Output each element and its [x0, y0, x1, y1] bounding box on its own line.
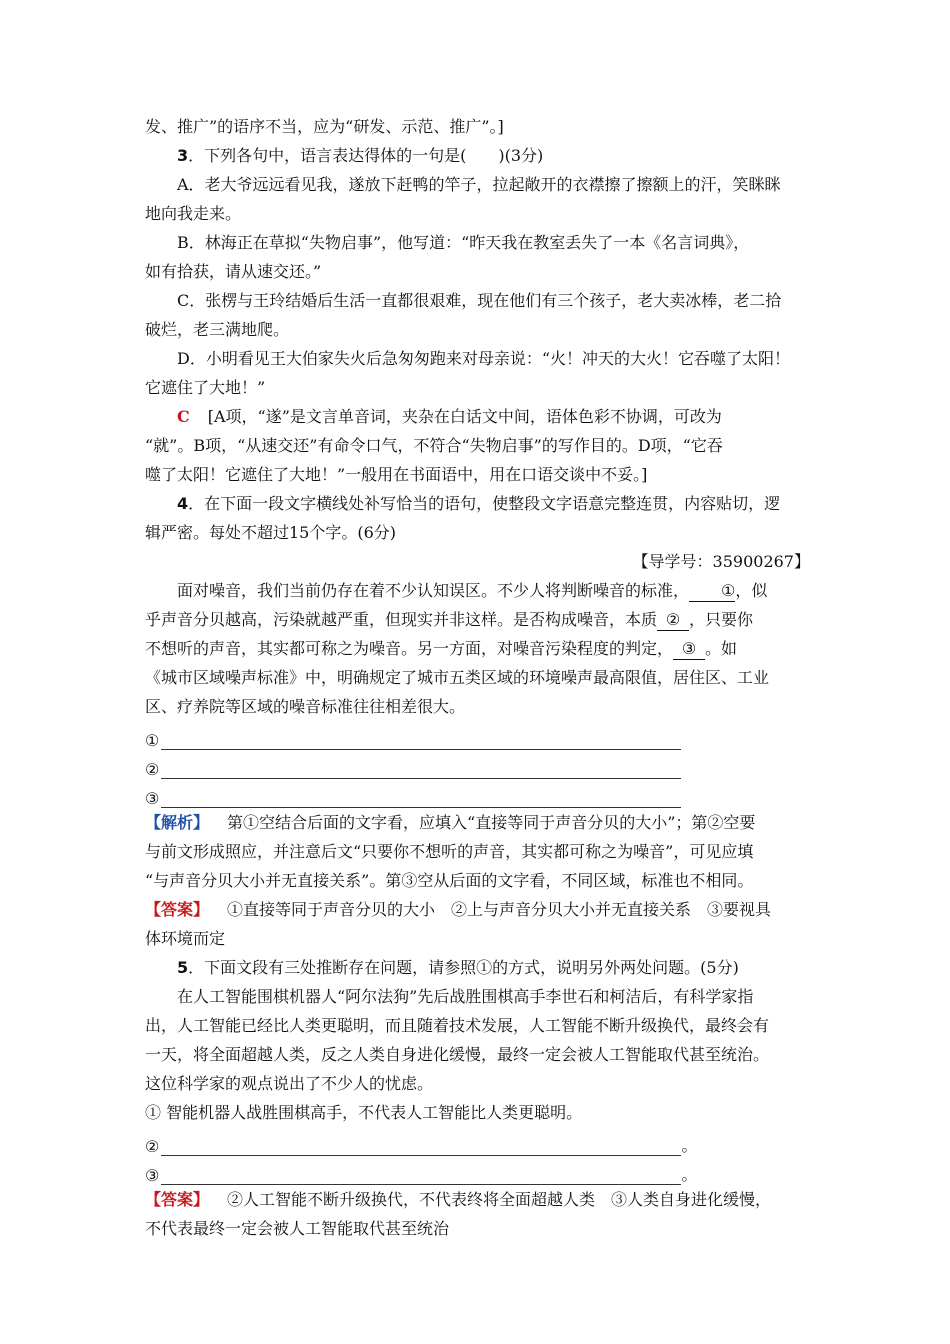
q4-answer-line-1[interactable]: ① — [145, 721, 810, 750]
q4-passage-line5: 区、疗养院等区域的噪音标准往往相差很大。 — [145, 697, 466, 716]
guide-number: 【导学号：35900267】 — [632, 552, 810, 571]
q4-answer-line1: 【答案】 ①直接等同于声音分贝的大小 ②上与声音分贝大小并无直接关系 ③要视具 — [145, 900, 772, 919]
q5-number: 5 — [177, 958, 189, 977]
q3-explanation-line2: “就”。B项，“从速交还”有命令口气，不符合“失物启事”的写作目的。D项，“它吞 — [145, 436, 723, 455]
blank-3: ③ — [673, 639, 705, 660]
q5-passage-line1: 在人工智能围棋机器人“阿尔法狗”先后战胜围棋高手李世石和柯洁后，有科学家指 — [177, 987, 754, 1006]
analysis-tag: 【解析】 — [145, 813, 210, 832]
q3-number: 3 — [177, 146, 189, 165]
q5-answer-line-3[interactable]: ③ 。 — [145, 1165, 698, 1185]
q3-option-d-line1: D．小明看见王大伯家失火后急匆匆跑来对母亲说：“火！冲天的大火！它吞噬了太阳！ — [177, 349, 791, 368]
q3-option-a-line1: A．老大爷远远看见我，遂放下赶鸭的竿子，拉起敞开的衣襟擦了擦额上的汗，笑眯眯 — [177, 175, 781, 194]
q3-option-b-line2: 如有拾获，请从速交还。” — [145, 262, 322, 281]
answer-tag: 【答案】 — [145, 1190, 210, 1209]
q3-explanation-line3: 噬了太阳！它遮住了大地！”一般用在书面语中，用在口语交谈中不妥。] — [145, 465, 648, 484]
q3-option-a-line2: 地向我走来。 — [145, 204, 242, 223]
q3-option-c-line2: 破烂，老三满地爬。 — [145, 320, 290, 339]
q4-passage-line3: 不想听的声音，其实都可称之为噪音。另一方面，对噪音污染程度的判定， ③ 。如 — [145, 639, 738, 658]
blank-2: ② — [657, 610, 689, 631]
blank-1: ① — [689, 581, 735, 602]
q5-answer-line2: 不代表最终一定会被人工智能取代甚至统治 — [145, 1219, 450, 1238]
q5-passage-line3: 一天，将全面超越人类，反之人类自身进化缓慢，最终一定会被人工智能取代甚至统治。 — [145, 1045, 770, 1064]
q3-option-c-line1: C．张楞与王玲结婚后生活一直都很艰难，现在他们有三个孩子，老大卖冰棒，老二拾 — [177, 291, 782, 310]
q3-option-d-line2: 它遮住了大地！” — [145, 378, 266, 397]
q4-stem-line2: 辑严密。每处不超过15个字。(6分) — [145, 523, 397, 542]
q3-answer-letter: C — [177, 407, 190, 426]
q4-answer-line2: 体环境而定 — [145, 929, 226, 948]
q5-example: ① 智能机器人战胜围棋高手，不代表人工智能比人类更聪明。 — [145, 1103, 583, 1122]
q5-answer-line-2[interactable]: ② 。 — [145, 1136, 698, 1156]
q3-option-b-line1: B．林海正在草拟“失物启事”，他写道：“昨天我在教室丢失了一本《名言词典》， — [177, 233, 750, 252]
q5-passage-line2: 出，人工智能已经比人类更聪明，而且随着技术发展，人工智能不断升级换代，最终会有 — [145, 1016, 770, 1035]
q4-number: 4 — [177, 494, 189, 513]
q5-stem: 5．下面文段有三处推断存在问题，请参照①的方式，说明另外两处问题。(5分) — [177, 958, 739, 977]
q4-answer-line-2[interactable]: ② — [145, 750, 810, 779]
continued-line: 发、推广”的语序不当，应为“研发、示范、推广”。] — [145, 117, 504, 136]
q4-passage-line1: 面对噪音，我们当前仍存在着不少认知误区。不少人将判断噪音的标准， ①，似 — [177, 581, 768, 600]
answer-tag: 【答案】 — [145, 900, 210, 919]
q4-analysis-line1: 【解析】 第①空结合后面的文字看，应填入“直接等同于声音分贝的大小”；第②空要 — [145, 813, 756, 832]
q4-passage-line2: 乎声音分贝越高，污染就越严重，但现实并非这样。是否构成噪音，本质 ② ，只要你 — [145, 610, 754, 629]
q3-explanation-line1: C [A项，“遂”是文言单音词，夹杂在白话文中间，语体色彩不协调，可改为 — [177, 407, 722, 426]
q4-analysis-line3: “与声音分贝大小并无直接关系”。第③空从后面的文字看，不同区域，标准也不相同。 — [145, 871, 754, 890]
q5-passage-line4: 这位科学家的观点说出了不少人的忧虑。 — [145, 1074, 434, 1093]
q4-passage-line4: 《城市区域噪声标准》中，明确规定了城市五类区域的环境噪声最高限值，居住区、工业 — [145, 668, 770, 687]
q3-stem: 3．下列各句中，语言表达得体的一句是( )(3分) — [177, 146, 544, 165]
q4-stem-line1: 4．在下面一段文字横线处补写恰当的语句，使整段文字语意完整连贯，内容贴切，逻 — [177, 494, 781, 513]
page-content — [145, 112, 810, 1243]
q5-answer-line1: 【答案】 ②人工智能不断升级换代，不代表终将全面超越人类 ③人类自身进化缓慢， — [145, 1190, 772, 1209]
q4-answer-line-3[interactable]: ③ — [145, 779, 810, 808]
q4-analysis-line2: 与前文形成照应，并注意后文“只要你不想听的声音，其实都可称之为噪音”，可见应填 — [145, 842, 754, 861]
